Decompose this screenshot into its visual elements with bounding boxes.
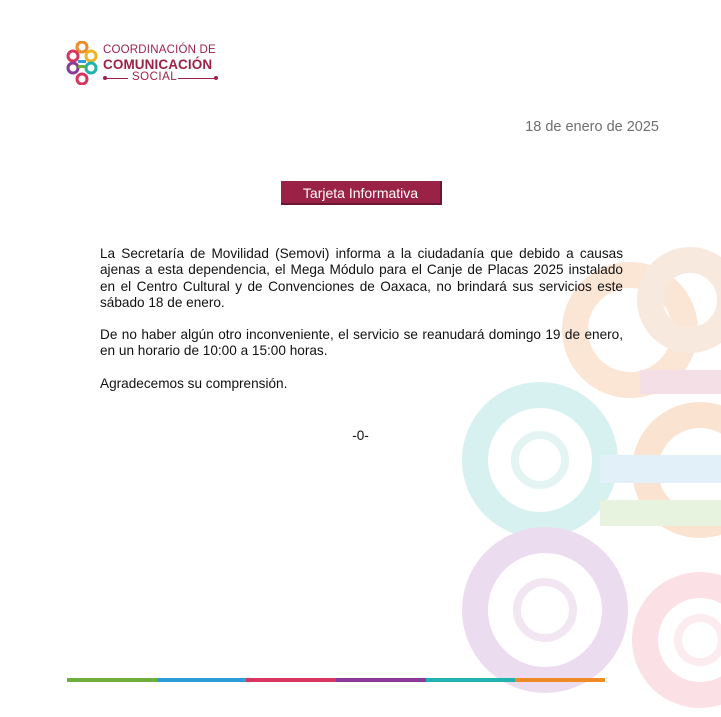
body-paragraph: La Secretaría de Movilidad (Semovi) informa a la ciudadanía que debido a causas ajenas a esta dependencia, el Mega Módulo para el Canje de Placas 2025 instalado en el Centro Cultural y de Convenciones de Oaxaca, no brindará sus servicios este sábado 18 de enero.: [100, 246, 623, 310]
logo-mark-icon: [66, 41, 98, 85]
footer-bar-segment: [67, 678, 157, 682]
footer-bar-segment: [246, 678, 336, 682]
organization-logo: [66, 41, 236, 87]
document-date: 18 de enero de 2025: [525, 119, 659, 135]
logo-line-3-text: SOCIAL: [132, 71, 178, 83]
footer-bar-segment: [426, 678, 516, 682]
logo-line-3: [103, 72, 216, 84]
body-paragraph: De no haber algún otro inconveniente, el servicio se reanudará domingo 19 de enero, en un horario de 10:00 a 15:00 horas.: [100, 327, 623, 359]
footer-color-bar: [67, 678, 605, 682]
footer-bar-segment: [336, 678, 426, 682]
document-body: [100, 246, 623, 392]
logo-line-2: COMUNICACIÓN: [103, 57, 213, 72]
body-paragraph: Agradecemos su comprensión.: [100, 375, 288, 391]
footer-bar-segment: [157, 678, 247, 682]
closing-mark: -0-: [352, 428, 369, 443]
document-type-badge: Tarjeta Informativa: [281, 181, 442, 205]
footer-bar-segment: [515, 678, 605, 682]
logo-line-1: COORDINACIÓN DE: [103, 44, 216, 56]
